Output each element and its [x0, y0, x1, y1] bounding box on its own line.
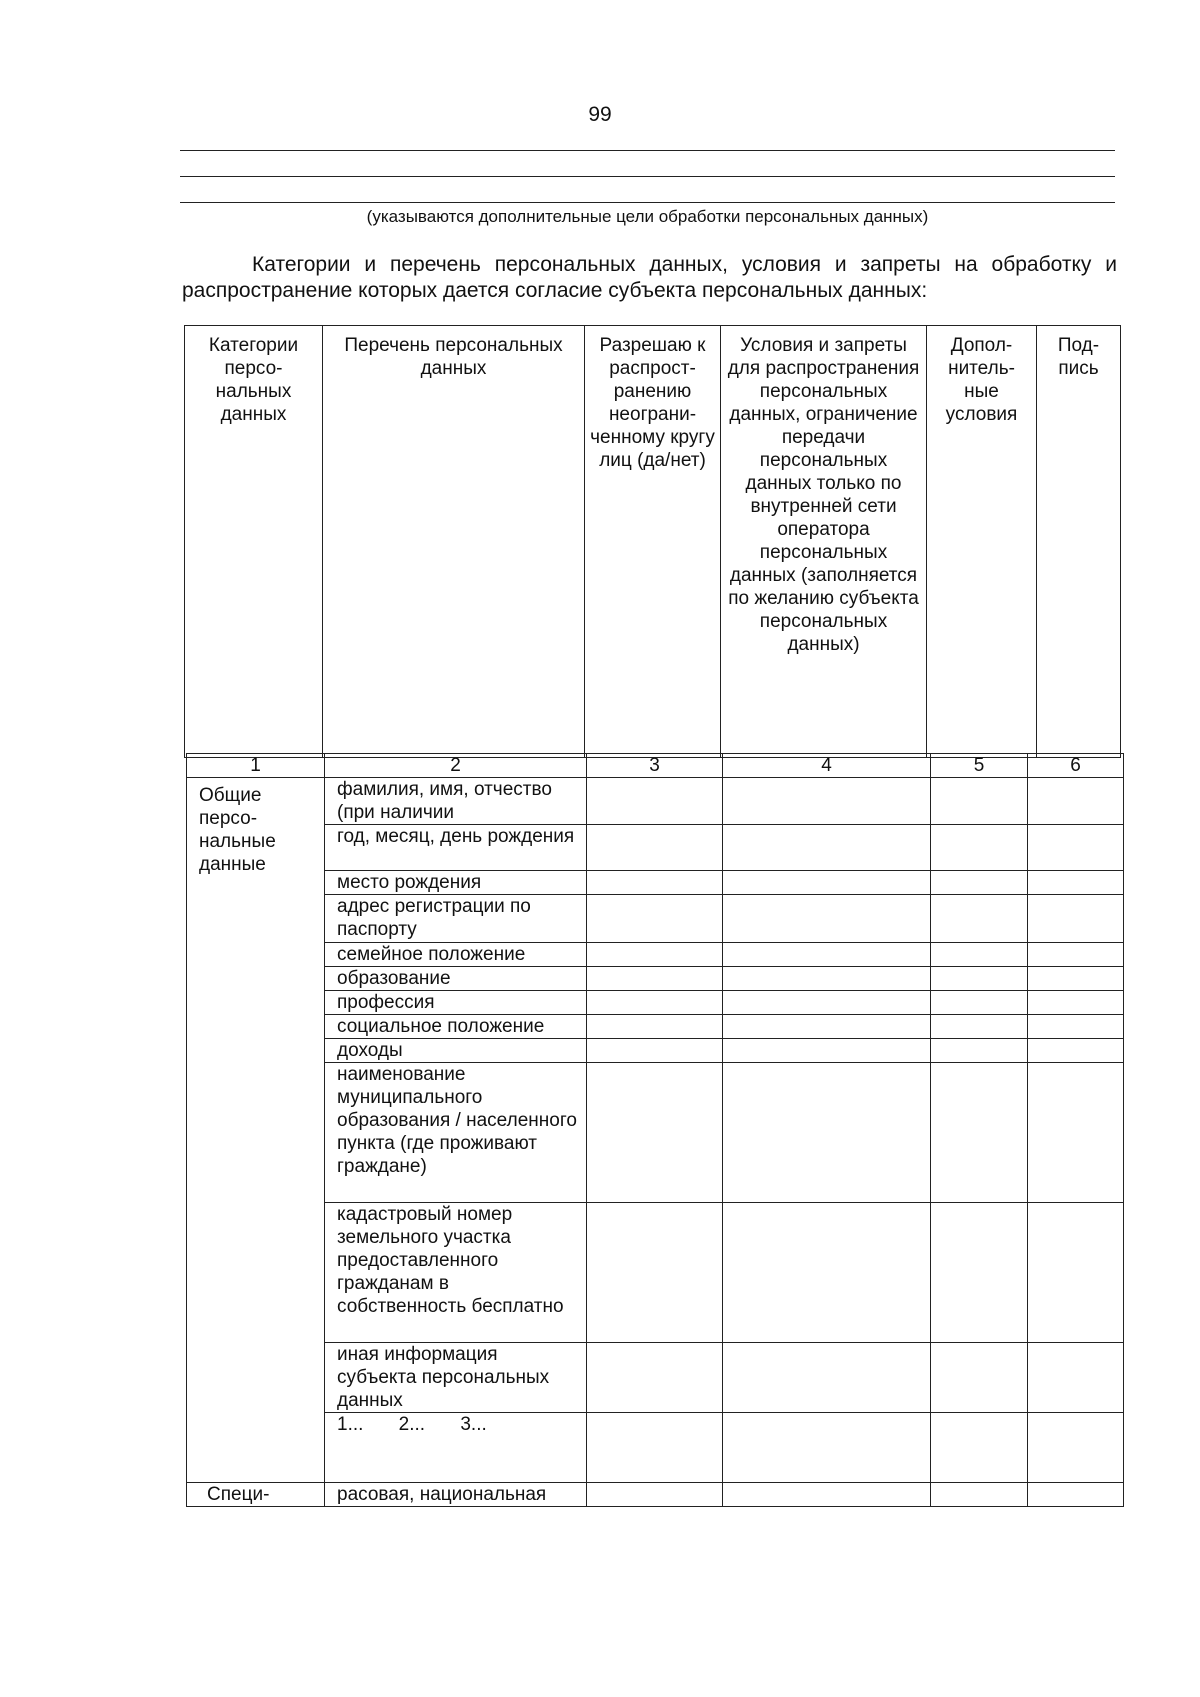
allow-cell[interactable]	[587, 1343, 723, 1413]
signature-cell[interactable]	[1028, 1343, 1124, 1413]
table-row	[187, 895, 1124, 943]
data-item: адрес регистрации по паспорту	[325, 895, 587, 943]
header-row	[185, 326, 1121, 758]
fill-in-line-3	[180, 202, 1115, 203]
table-row	[187, 1413, 1124, 1483]
column-number: 3	[587, 754, 723, 778]
additional-cell[interactable]	[931, 1015, 1028, 1039]
conditions-cell[interactable]	[723, 967, 931, 991]
signature-cell[interactable]	[1028, 1413, 1124, 1483]
intro-paragraph	[182, 252, 1117, 304]
conditions-cell[interactable]	[723, 1483, 931, 1507]
category-special: Специ-	[187, 1483, 325, 1507]
column-number: 6	[1028, 754, 1124, 778]
conditions-cell[interactable]	[723, 778, 931, 825]
fill-in-line-1	[180, 150, 1115, 151]
table-row	[187, 967, 1124, 991]
allow-cell[interactable]	[587, 1413, 723, 1483]
header-category: Категории персо-нальных данных	[185, 326, 323, 758]
signature-cell[interactable]	[1028, 991, 1124, 1015]
allow-cell[interactable]	[587, 1039, 723, 1063]
allow-cell[interactable]	[587, 943, 723, 967]
table-row	[187, 825, 1124, 871]
additional-cell[interactable]	[931, 1343, 1028, 1413]
table-row	[187, 1343, 1124, 1413]
conditions-cell[interactable]	[723, 991, 931, 1015]
signature-cell[interactable]	[1028, 1203, 1124, 1343]
allow-cell[interactable]	[587, 895, 723, 943]
conditions-cell[interactable]	[723, 1015, 931, 1039]
data-item: образование	[325, 967, 587, 991]
conditions-cell[interactable]	[723, 1063, 931, 1203]
additional-cell[interactable]	[931, 967, 1028, 991]
additional-cell[interactable]	[931, 943, 1028, 967]
conditions-cell[interactable]	[723, 1413, 931, 1483]
header-additional-conditions: Допол-нитель-ные условия	[927, 326, 1037, 758]
conditions-cell[interactable]	[723, 943, 931, 967]
conditions-cell[interactable]	[723, 1039, 931, 1063]
table-row	[187, 991, 1124, 1015]
column-number-row	[187, 754, 1124, 778]
data-item: кадастровый номер земельного участка предоставленного гражданам в собственность бесплатно	[325, 1203, 587, 1343]
data-item: наименование муниципального образования / населенного пункта (где проживают граждане)	[325, 1063, 587, 1203]
data-item: профессия	[325, 991, 587, 1015]
header-allow-distribution: Разрешаю к распрост-ранению неограни-ченному кругу лиц (да/нет)	[585, 326, 721, 758]
allow-cell[interactable]	[587, 1483, 723, 1507]
table-row	[187, 1483, 1124, 1507]
data-item: социальное положение	[325, 1015, 587, 1039]
allow-cell[interactable]	[587, 778, 723, 825]
conditions-cell[interactable]	[723, 871, 931, 895]
table-row	[187, 1039, 1124, 1063]
additional-cell[interactable]	[931, 1039, 1028, 1063]
column-number: 4	[723, 754, 931, 778]
additional-cell[interactable]	[931, 1063, 1028, 1203]
additional-cell[interactable]	[931, 871, 1028, 895]
allow-cell[interactable]	[587, 967, 723, 991]
signature-cell[interactable]	[1028, 825, 1124, 871]
additional-cell[interactable]	[931, 895, 1028, 943]
allow-cell[interactable]	[587, 1203, 723, 1343]
allow-cell[interactable]	[587, 1015, 723, 1039]
header-conditions: Условия и запреты для распространения персональных данных, ограничение передачи персональных данных только по внутренней сети оператора персональных данных (заполняется по желанию субъекта персональных данных)	[721, 326, 927, 758]
consent-table-header	[184, 325, 1121, 758]
intro-text: Категории и перечень персональных данных, условия и запреты на обработку и распространение которых дается согласие субъекта персональных данных:	[182, 253, 1117, 302]
purpose-caption: (указываются дополнительные цели обработки персональных данных)	[366, 207, 929, 226]
signature-cell[interactable]	[1028, 871, 1124, 895]
data-item: год, месяц, день рождения	[325, 825, 587, 871]
table-row	[187, 1015, 1124, 1039]
category-general: Общие персо-нальные данные	[187, 778, 325, 1483]
data-item: доходы	[325, 1039, 587, 1063]
additional-cell[interactable]	[931, 1203, 1028, 1343]
fill-in-line-2	[180, 176, 1115, 177]
header-signature: Под-пись	[1037, 326, 1121, 758]
signature-cell[interactable]	[1028, 1483, 1124, 1507]
header-data-list: Перечень персональных данных	[323, 326, 585, 758]
data-item: семейное положение	[325, 943, 587, 967]
data-item: место рождения	[325, 871, 587, 895]
signature-cell[interactable]	[1028, 778, 1124, 825]
additional-cell[interactable]	[931, 825, 1028, 871]
conditions-cell[interactable]	[723, 1343, 931, 1413]
conditions-cell[interactable]	[723, 1203, 931, 1343]
signature-cell[interactable]	[1028, 895, 1124, 943]
additional-cell[interactable]	[931, 778, 1028, 825]
data-item: иная информация субъекта персональных данных	[325, 1343, 587, 1413]
allow-cell[interactable]	[587, 871, 723, 895]
signature-cell[interactable]	[1028, 1063, 1124, 1203]
signature-cell[interactable]	[1028, 1039, 1124, 1063]
consent-table-body	[186, 753, 1124, 1507]
allow-cell[interactable]	[587, 991, 723, 1015]
column-number: 2	[325, 754, 587, 778]
additional-cell[interactable]	[931, 991, 1028, 1015]
column-number: 1	[187, 754, 325, 778]
table-row	[187, 1063, 1124, 1203]
additional-cell[interactable]	[931, 1413, 1028, 1483]
table-row	[187, 778, 1124, 825]
allow-cell[interactable]	[587, 825, 723, 871]
signature-cell[interactable]	[1028, 967, 1124, 991]
additional-cell[interactable]	[931, 1483, 1028, 1507]
allow-cell[interactable]	[587, 1063, 723, 1203]
table-row	[187, 1203, 1124, 1343]
conditions-cell[interactable]	[723, 895, 931, 943]
page-number: 99	[588, 103, 612, 126]
table-row	[187, 871, 1124, 895]
data-item-placeholder: 1... 2... 3...	[325, 1413, 587, 1483]
data-item: расовая, национальная	[325, 1483, 587, 1507]
table-row	[187, 943, 1124, 967]
conditions-cell[interactable]	[723, 825, 931, 871]
signature-cell[interactable]	[1028, 1015, 1124, 1039]
data-item: фамилия, имя, отчество (при наличии	[325, 778, 587, 825]
signature-cell[interactable]	[1028, 943, 1124, 967]
column-number: 5	[931, 754, 1028, 778]
